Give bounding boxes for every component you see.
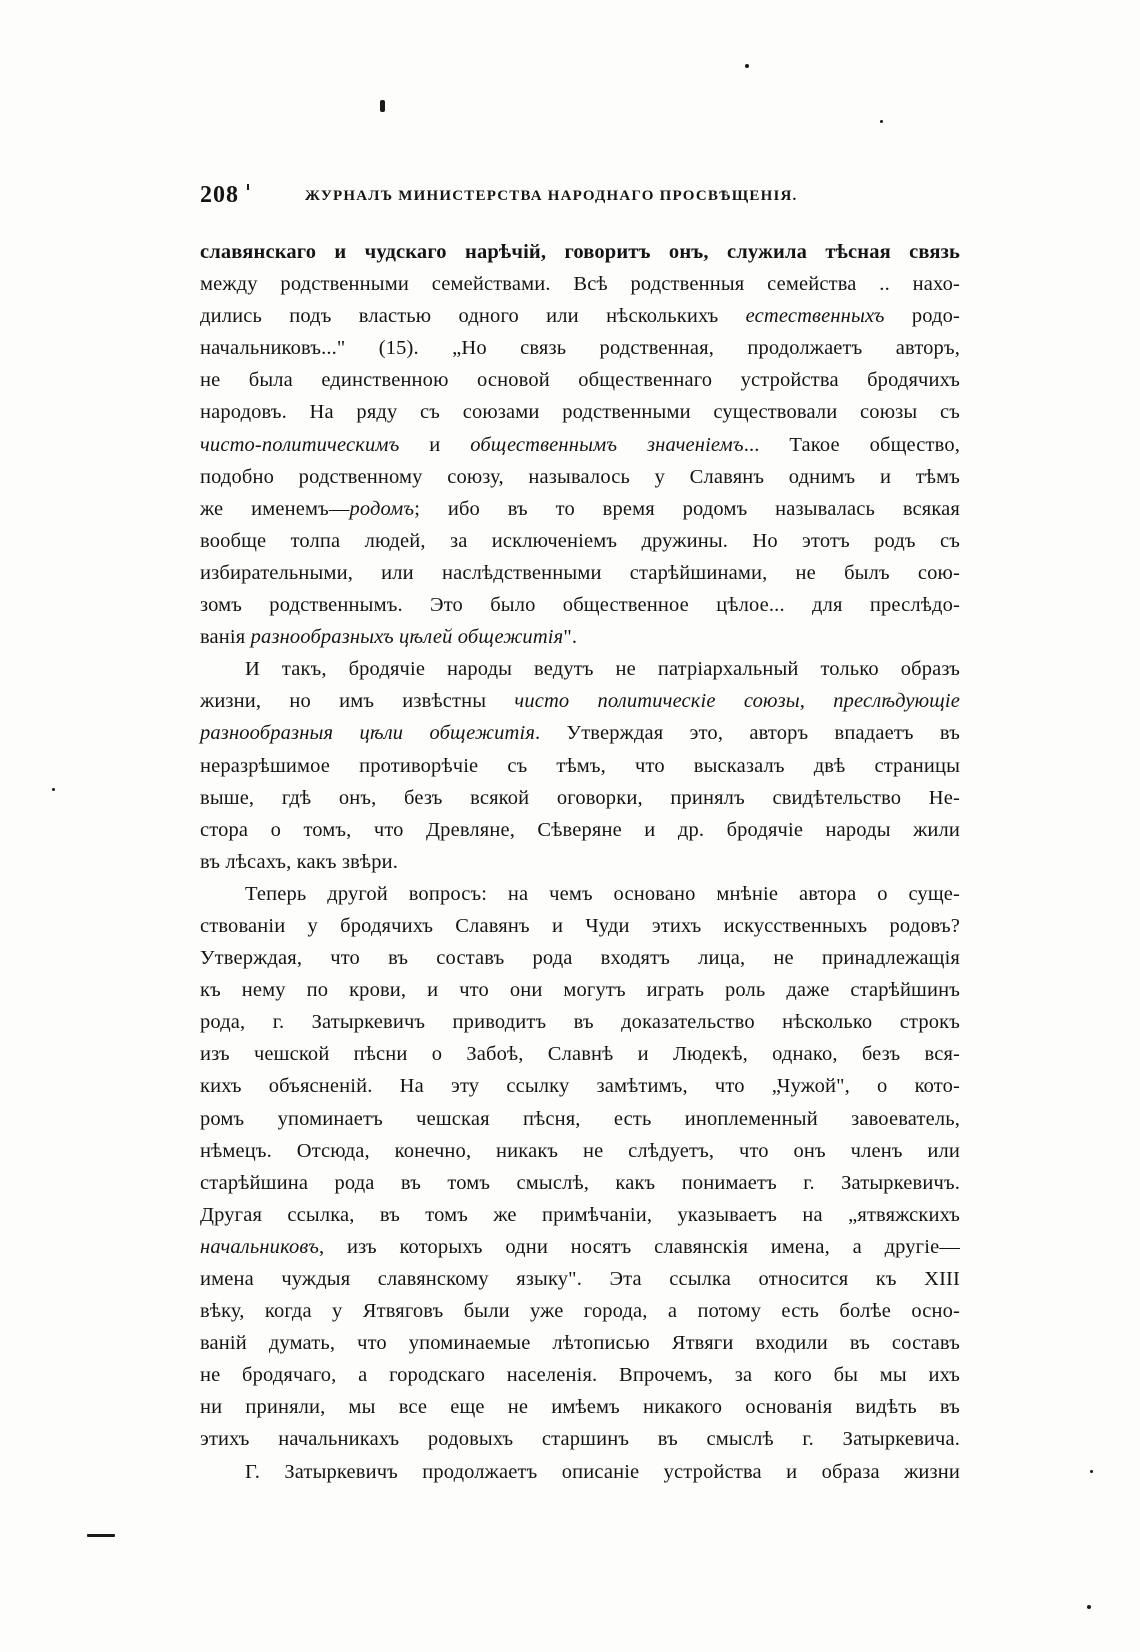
text-run: нѣмецъ. Отсюда, конечно, никакъ не слѣдуетъ, что онъ членъ или (200, 1139, 960, 1162)
text-run: ... Такое общество, (743, 433, 961, 456)
text-line (200, 878, 960, 910)
text-run: къ нему по крови, и что они могутъ играть роль даже старѣйшинъ (200, 979, 960, 1002)
text-run: изъ чешской пѣсни о Забоѣ, Славнѣ и Людекѣ, однако, безъ вся- (200, 1043, 960, 1066)
body-text (200, 236, 960, 1488)
text-line (200, 1038, 960, 1070)
text-line (200, 1263, 960, 1295)
text-run: стора о томъ, что Древляне, Сѣверяне и др. бродячіе народы жили (200, 818, 960, 841)
page-number: 208 (200, 182, 239, 208)
text-line (200, 846, 960, 878)
text-line (200, 1135, 960, 1167)
text-run: неразрѣшимое противорѣчіе съ тѣмъ, что высказалъ двѣ страницы (200, 754, 960, 777)
text-run: вообще толпа людей, за исключеніемъ дружины. Но этотъ родъ съ (200, 529, 960, 552)
text-line (200, 589, 960, 621)
text-run: въ лѣсахъ, какъ звѣри. (200, 850, 399, 873)
text-run: зомъ родственнымъ. Это было общественное цѣлое... для преслѣдо- (200, 594, 960, 617)
text-line (200, 525, 960, 557)
italic-run: общественнымъ значеніемъ (470, 433, 744, 456)
text-line (200, 1167, 960, 1199)
text-run: ни приняли, мы все еще не имѣемъ никакого основанія видѣть въ (200, 1396, 960, 1419)
text-run: выше, гдѣ онъ, безъ всякой оговорки, принялъ свидѣтельство Не- (200, 786, 960, 809)
text-run: этихъ начальникахъ родовыхъ старшинъ въ смыслѣ г. Затыркевича. (200, 1428, 960, 1451)
text-line (200, 364, 960, 396)
text-run: ваній думать, что упоминаемые лѣтописью Ятвяги входили въ составъ (200, 1332, 960, 1355)
text-line (200, 1199, 960, 1231)
text-line (200, 717, 960, 749)
text-run: между родственными семействами. Всѣ родственныя семейства .. нахо- (200, 273, 960, 296)
text-run: подобно родственному союзу, называлось у Славянъ однимъ и тѣмъ (200, 465, 960, 488)
text-line (200, 1359, 960, 1391)
text-run: не была единственною основой общественнаго устройства бродячихъ (200, 369, 960, 392)
text-line (200, 1456, 960, 1488)
text-run: Утверждая, что въ составъ рода входятъ лица, не принадлежащія (200, 947, 960, 970)
italic-run: разнообразныя цѣли общежитія (200, 722, 536, 745)
text-line (200, 557, 960, 589)
text-line (200, 974, 960, 1006)
text-run: имена чуждыя славянскому языку". Эта ссылка относится къ XIII (200, 1268, 960, 1290)
text-line (200, 942, 960, 974)
text-line (200, 621, 960, 653)
text-run: не бродячаго, а городскаго населенія. Впрочемъ, за кого бы мы ихъ (200, 1364, 960, 1387)
text-run: Г. Затыркевичъ продолжаетъ описаніе устройства и образа жизни (245, 1460, 960, 1483)
text-run: родо- (884, 305, 960, 328)
text-run: ромъ упоминаетъ чешская пѣсня, есть иноплеменный завоеватель, (200, 1107, 960, 1130)
running-title: ЖУРНАЛЪ МИНИСТЕРСТВА НАРОДНАГО ПРОСВѢЩЕНІЯ. (305, 188, 798, 204)
text-run: Другая ссылка, въ томъ же примѣчаніи, указываетъ на „ятвяжскихъ (200, 1203, 960, 1226)
text-line (200, 1006, 960, 1038)
text-run: начальниковъ..." (15). „Но связь родственная, продолжаетъ авторъ, (200, 337, 960, 360)
text-line (200, 685, 960, 717)
ink-speck (1090, 1470, 1093, 1473)
text-run: славянскаго и чудскаго нарѣчій, говоритъ онъ, служила тѣсная связь (200, 241, 960, 263)
text-line (200, 653, 960, 685)
text-line (200, 268, 960, 300)
text-run: ванія (200, 626, 251, 649)
text-line (200, 814, 960, 846)
text-line (200, 332, 960, 364)
text-line (200, 461, 960, 493)
text-line (200, 1295, 960, 1327)
italic-run: чисто-политическимъ (200, 433, 400, 456)
italic-run: чисто политическіе союзы, преслѣдующіе (514, 690, 960, 713)
text-run: И такъ, бродячіе народы ведутъ не патріархальный только образъ (245, 658, 960, 681)
text-line (200, 782, 960, 814)
ink-speck (380, 100, 385, 112)
text-line (200, 1070, 960, 1102)
text-run: и (399, 433, 471, 456)
text-run: . Утверждая это, авторъ впадаетъ въ (535, 722, 960, 745)
italic-run: разнообразныхъ цѣлей общежитія (250, 626, 564, 649)
text-run: ствованіи у бродячихъ Славянъ и Чуди этихъ искусственныхъ родовъ? (200, 914, 960, 937)
page-header (200, 182, 960, 212)
text-line (200, 1231, 960, 1263)
text-line (200, 910, 960, 942)
text-run: ; ибо въ то время родомъ называлась всякая (414, 497, 960, 520)
text-run: же именемъ— (200, 497, 350, 520)
text-line (200, 429, 960, 461)
text-line (200, 396, 960, 428)
text-line (200, 300, 960, 332)
italic-run: родомъ (349, 497, 415, 520)
ink-speck (745, 64, 749, 68)
text-run: ". (563, 626, 578, 649)
text-line (200, 1103, 960, 1135)
text-line (200, 1327, 960, 1359)
text-run: избирательными, или наслѣдственными старѣйшинами, не былъ сою- (200, 561, 960, 584)
text-run: рода, г. Затыркевичъ приводитъ въ доказательство нѣсколько строкъ (200, 1011, 960, 1034)
text-line (200, 493, 960, 525)
italic-run: естественныхъ (745, 305, 885, 328)
ink-speck (880, 120, 883, 123)
text-run: старѣйшина рода въ томъ смыслѣ, какъ понимаетъ г. Затыркевичъ. (200, 1171, 960, 1194)
text-line (200, 236, 960, 268)
ink-speck (52, 788, 55, 791)
text-run: кихъ объясненій. На эту ссылку замѣтимъ, что „Чужой", о кото- (200, 1075, 960, 1098)
text-run: жизни, но имъ извѣстны (200, 690, 515, 713)
text-line (200, 1423, 960, 1455)
text-line (200, 1391, 960, 1423)
text-run: Теперь другой вопросъ: на чемъ основано мнѣніе автора о суще- (245, 882, 960, 905)
italic-run: начальниковъ (200, 1235, 319, 1258)
text-run: дились подъ властью одного или нѣсколькихъ (200, 305, 746, 328)
text-run: , изъ которыхъ одни носятъ славянскія имена, а другіе— (319, 1235, 960, 1258)
text-line (200, 750, 960, 782)
text-run: народовъ. На ряду съ союзами родственными существовали союзы съ (200, 401, 960, 424)
ink-dash (87, 1534, 115, 1537)
ink-speck (1087, 1605, 1091, 1609)
text-run: вѣку, когда у Ятвяговъ были уже города, а потому есть болѣе осно- (200, 1300, 960, 1323)
